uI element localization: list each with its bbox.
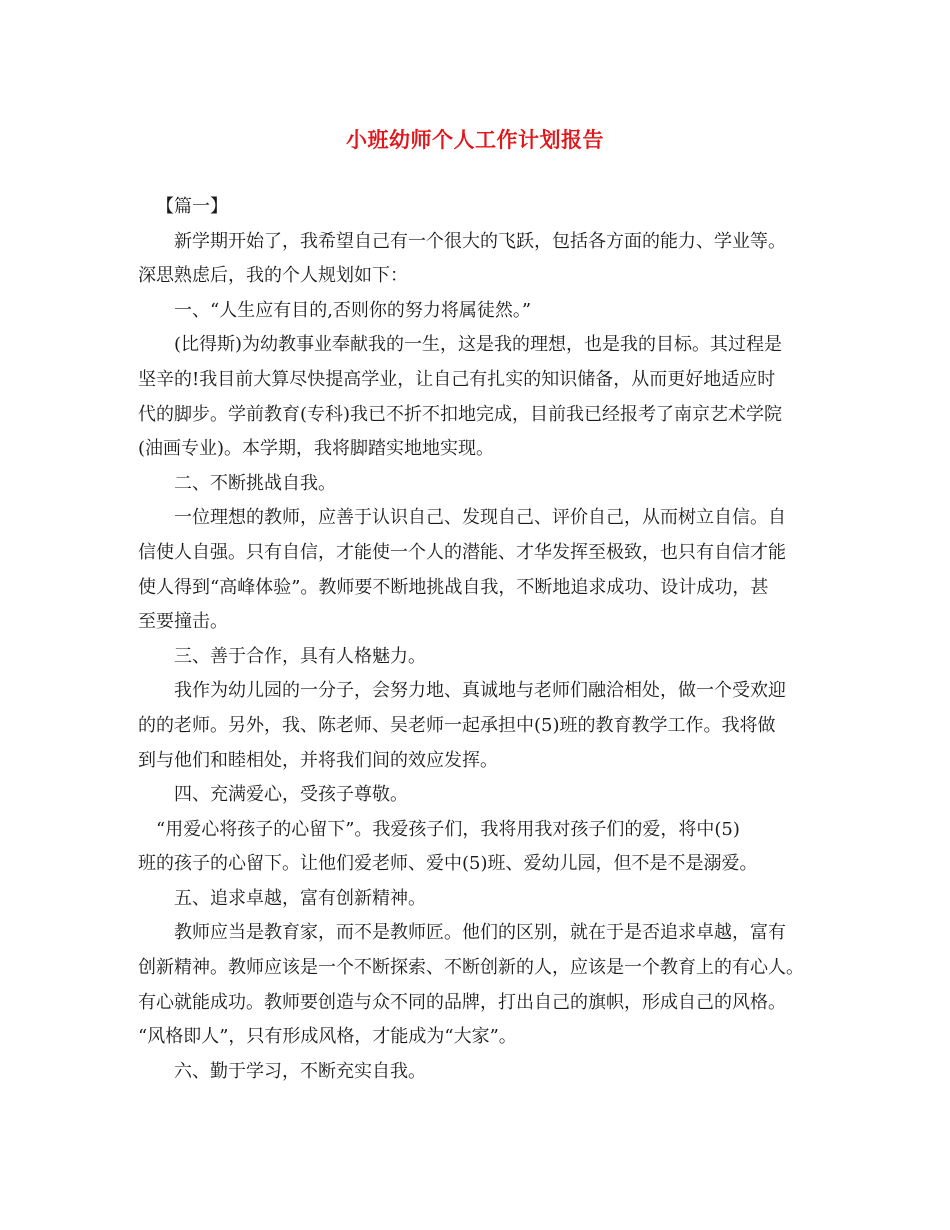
paragraph-line: 坚辛的!我目前大算尽快提高学业，让自己有扎实的知识储备，从而更好地适应时 xyxy=(138,368,776,390)
paragraph-line: 有心就能成功。教师要创造与众不同的品牌，打出自己的旗帜，形成自己的风格。 xyxy=(138,991,786,1013)
paragraph-line: 深思熟虑后，我的个人规划如下： xyxy=(138,265,408,287)
paragraph-line: (比得斯)为幼教事业奉献我的一生，这是我的理想，也是我的目标。其过程是 xyxy=(174,334,783,356)
paragraph-line: 一位理想的教师，应善于认识自己、发现自己、评价自己，从而树立自信。自 xyxy=(174,507,786,529)
paragraph-line: 创新精神。教师应该是一个不断探索、不断创新的人，应该是一个教育上的有心人。 xyxy=(138,957,804,979)
paragraph-line: 使人得到“高峰体验”。教师要不断地挑战自我，不断地追求成功、设计成功，甚 xyxy=(138,576,769,598)
point-heading: 六、勤于学习，不断充实自我。 xyxy=(174,1060,426,1082)
paragraph-line: 代的脚步。学前教育(专科)我已不折不扣地完成，目前我已经报考了南京艺术学院 xyxy=(138,403,783,425)
paragraph-line: “风格即人”，只有形成风格，才能成为“大家”。 xyxy=(138,1026,517,1048)
paragraph-line: 信使人自强。只有自信，才能使一个人的潜能、才华发挥至极致，也只有自信才能 xyxy=(138,541,786,563)
paragraph-line: 教师应当是教育家，而不是教师匠。他们的区别，就在于是否追求卓越，富有 xyxy=(174,922,786,944)
paragraph-line: 我作为幼儿园的一分子，会努力地、真诚地与老师们融洽相处，做一个受欢迎 xyxy=(174,680,786,702)
point-heading: 五、追求卓越，富有创新精神。 xyxy=(174,887,426,909)
paragraph-line: 的的老师。另外，我、陈老师、吴老师一起承担中(5)班的教育教学工作。我将做 xyxy=(138,714,776,736)
paragraph-line: 到与他们和睦相处，并将我们间的效应发挥。 xyxy=(138,749,498,771)
point-heading: 四、充满爱心，受孩子尊敬。 xyxy=(174,784,408,806)
section-heading: 【篇一】 xyxy=(156,196,228,217)
document-title: 小班幼师个人工作计划报告 xyxy=(346,127,604,152)
document-body xyxy=(138,190,814,1089)
paragraph-line: “用爱心将孩子的心留下”。我爱孩子们，我将用我对孩子们的爱，将中(5) xyxy=(156,818,740,840)
paragraph-line: 至要撞击。 xyxy=(138,611,228,633)
paragraph-line: (油画专业)。本学期，我将脚踏实地地实现。 xyxy=(138,438,495,460)
point-heading: 三、善于合作，具有人格魅力。 xyxy=(174,645,426,667)
point-heading: 一、“人生应有目的,否则你的努力将属徒然。” xyxy=(174,299,532,321)
paragraph-line: 新学期开始了，我希望自己有一个很大的飞跃，包括各方面的能力、学业等。 xyxy=(174,230,786,252)
paragraph-line: 班的孩子的心留下。让他们爱老师、爱中(5)班、爱幼儿园，但不是不是溺爱。 xyxy=(138,853,758,875)
point-heading: 二、不断挑战自我。 xyxy=(174,472,336,494)
